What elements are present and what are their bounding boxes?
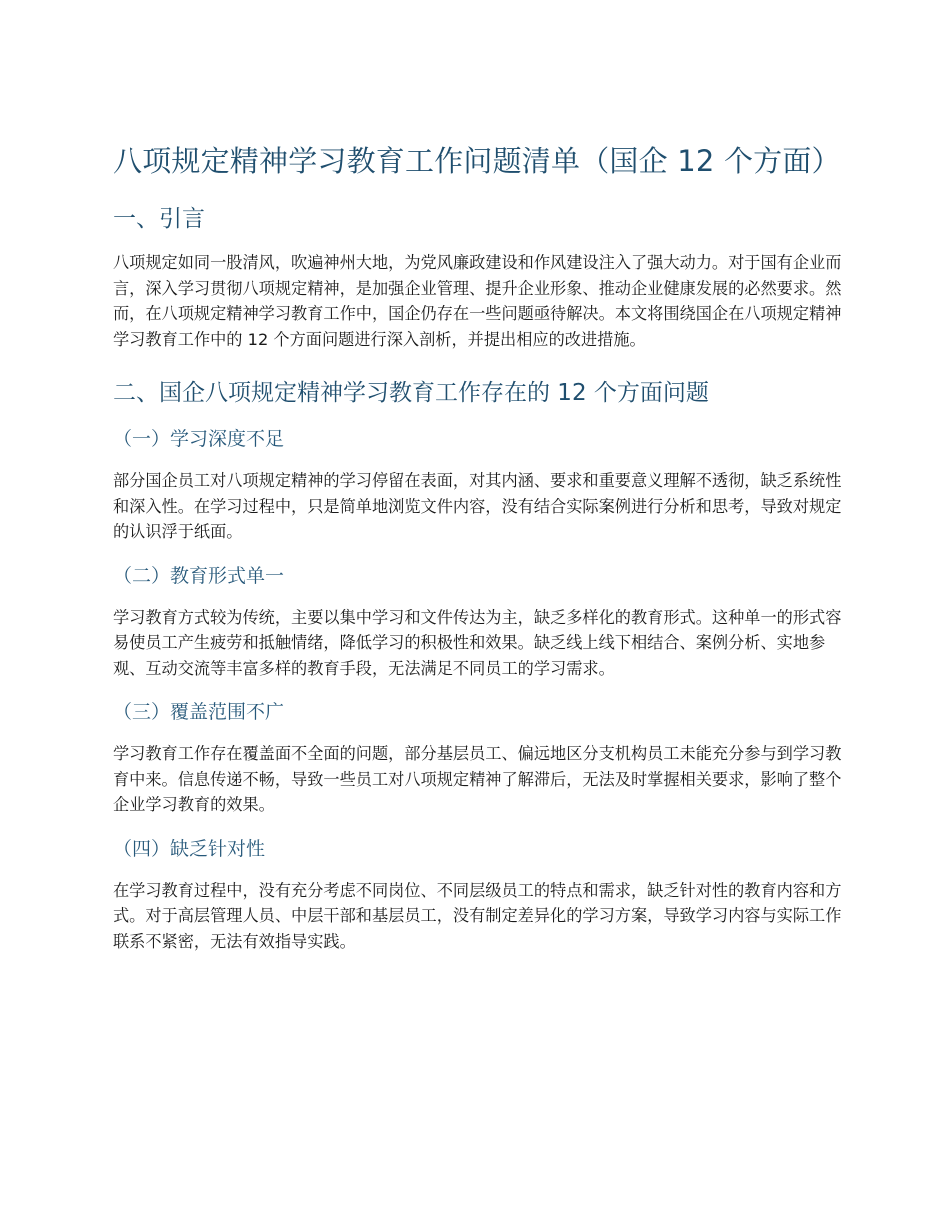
subsection-heading-4: （四）缺乏针对性 xyxy=(113,837,266,860)
subsection-paragraph-4: 在学习教育过程中，没有充分考虑不同岗位、不同层级员工的特点和需求，缺乏针对性的教育内容和方式。对于高层管理人员、中层干部和基层员工，没有制定差异化的学习方案，导致学习内容与实际工作联系不紧密，无法有效指导实践。 xyxy=(113,880,842,951)
subsection-paragraph-3: 学习教育工作存在覆盖面不全面的问题，部分基层员工、偏远地区分支机构员工未能充分参与到学习教育中来。信息传递不畅，导致一些员工对八项规定精神了解滞后，无法及时掌握相关要求，影响了整个企业学习教育的效果。 xyxy=(113,744,842,814)
document-page xyxy=(113,140,843,954)
intro-paragraph: 八项规定如同一股清风，吹遍神州大地，为党风廉政建设和作风建设注入了强大动力。对于国有企业而言，深入学习贯彻八项规定精神，是加强企业管理、提升企业形象、推动企业健康发展的必然要求。然而，在八项规定精神学习教育工作中，国企仍存在一些问题亟待解决。本文将围绕国企在八项规定精神学习教育工作中的 12 个方面问题进行深入剖析，并提出相应的改进措施。 xyxy=(113,253,842,349)
document-title: 八项规定精神学习教育工作问题清单（国企 12 个方面） xyxy=(113,144,841,178)
subsection-paragraph-1: 部分国企员工对八项规定精神的学习停留在表面，对其内涵、要求和重要意义理解不透彻，缺乏系统性和深入性。在学习过程中，只是简单地浏览文件内容，没有结合实际案例进行分析和思考，导致对规定的认识浮于纸面。 xyxy=(113,471,842,541)
subsection-heading-2: （二）教育形式单一 xyxy=(113,564,285,587)
section-heading-problems: 二、国企八项规定精神学习教育工作存在的 12 个方面问题 xyxy=(113,380,709,406)
section-heading-intro: 一、引言 xyxy=(113,206,205,232)
subsection-heading-1: （一）学习深度不足 xyxy=(113,428,285,450)
subsection-paragraph-2: 学习教育方式较为传统，主要以集中学习和文件传达为主，缺乏多样化的教育形式。这种单一的形式容易使员工产生疲劳和抵触情绪，降低学习的积极性和效果。缺乏线上线下相结合、案例分析、实地参观、互动交流等丰富多样的教育手段，无法满足不同员工的学习需求。 xyxy=(113,607,842,678)
subsection-heading-3: （三）覆盖范围不广 xyxy=(113,701,285,723)
